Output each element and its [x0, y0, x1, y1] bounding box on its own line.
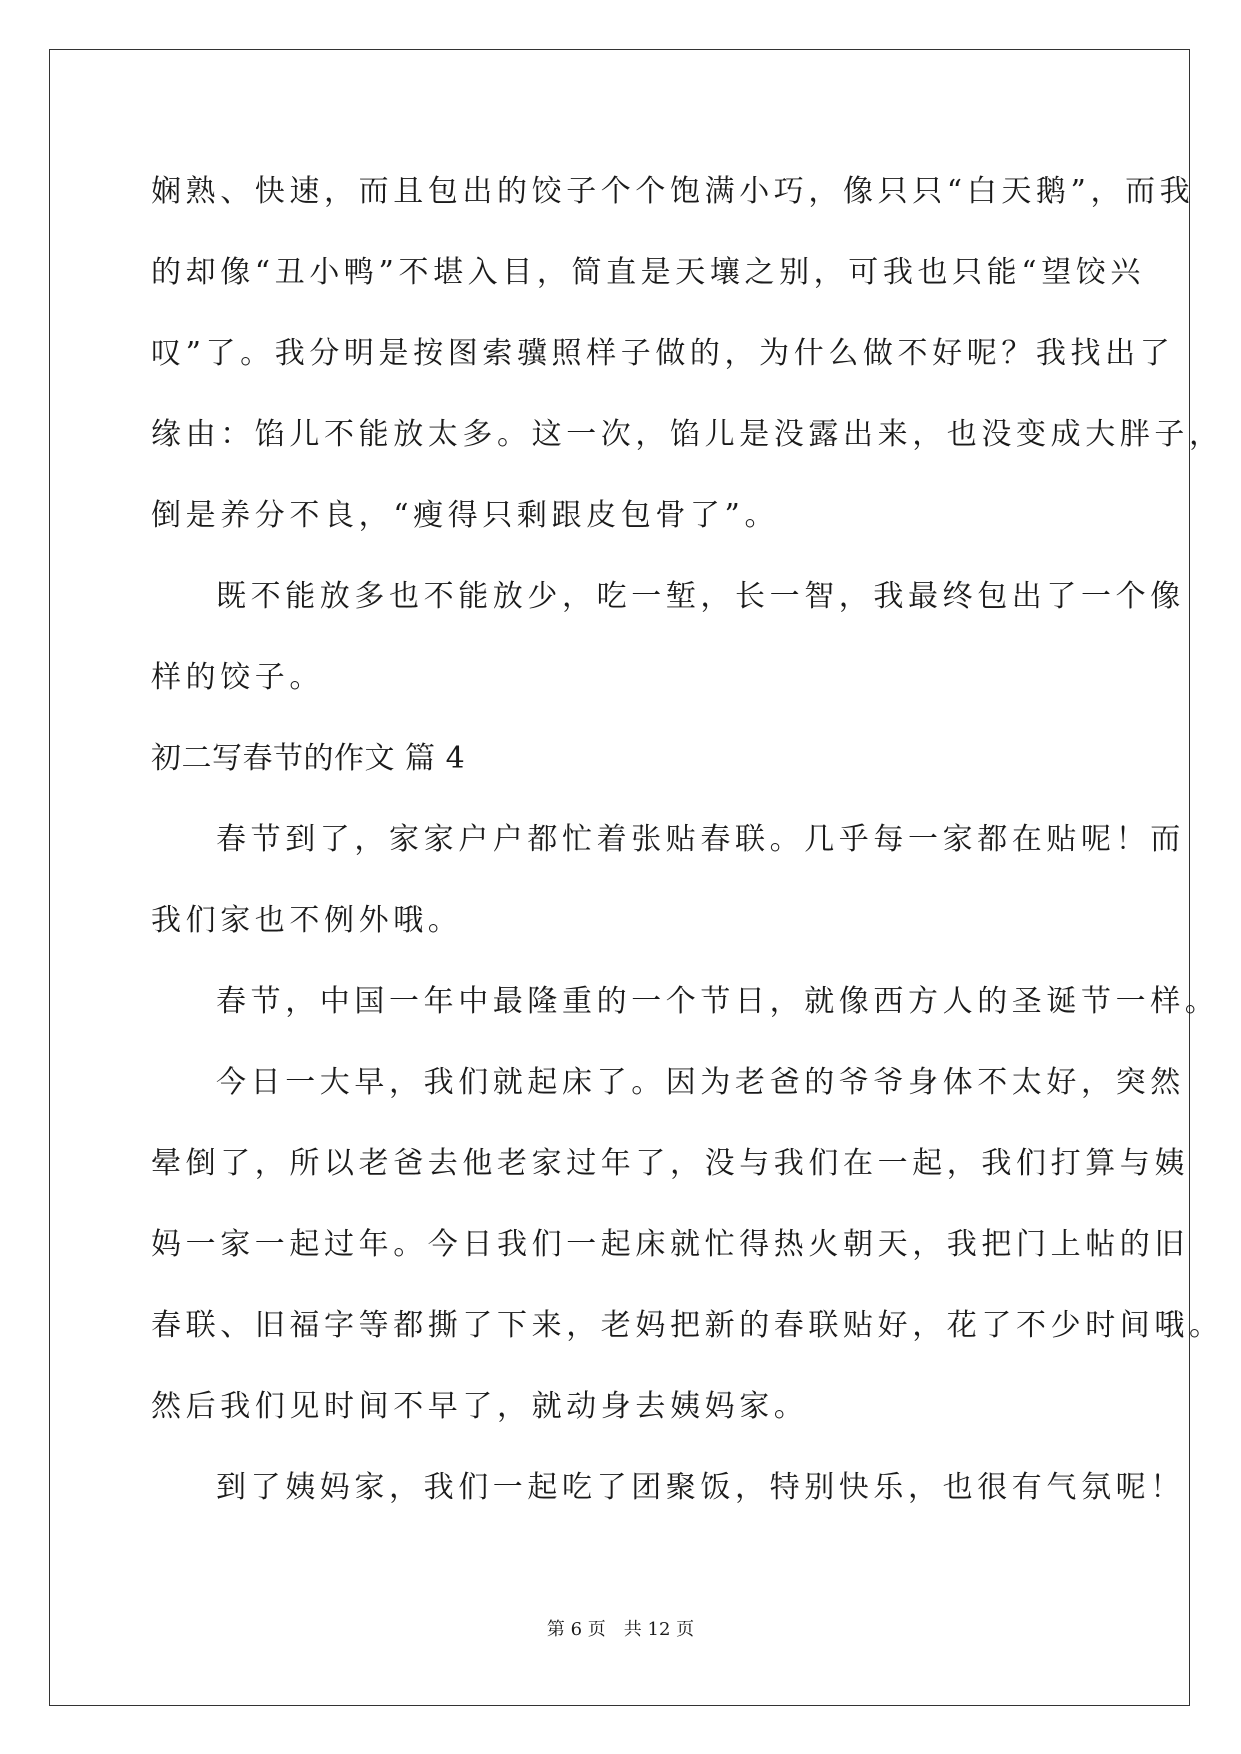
paragraph-start-line: 今日一大早，我们就起床了。因为老爸的爷爷身体不太好，突然 [216, 1065, 1185, 1100]
paragraph-start-line: 既不能放多也不能放少，吃一堑，长一智，我最终包出了一个像 [216, 579, 1185, 614]
text-line: 娴熟、快速，而且包出的饺子个个饱满小巧，像只只“白天鹅”，而我 [151, 174, 1195, 209]
page-number: 第 6 页 [546, 1619, 606, 1640]
section-heading: 初二写春节的作文 篇 4 [151, 741, 466, 776]
paragraph-start-line: 春节到了，家家户户都忙着张贴春联。几乎每一家都在贴呢！而 [216, 822, 1185, 857]
text-line: 缘由：馅儿不能放太多。这一次，馅儿是没露出来，也没变成大胖子， [151, 417, 1224, 452]
text-line: 样的饺子。 [151, 660, 324, 695]
text-line: 的却像“丑小鸭”不堪入目，简直是天壤之别，可我也只能“望饺兴 [151, 255, 1146, 290]
page-footer [0, 1618, 1241, 1642]
paragraph-start-line: 到了姨妈家，我们一起吃了团聚饭，特别快乐，也很有气氛呢！ [216, 1470, 1185, 1505]
text-line: 然后我们见时间不早了，就动身去姨妈家。 [151, 1389, 809, 1424]
text-line: 叹”了。我分明是按图索骥照样子做的，为什么做不好呢？我找出了 [151, 336, 1175, 371]
text-line: 春联、旧福字等都撕了下来，老妈把新的春联贴好，花了不少时间哦。 [151, 1308, 1224, 1343]
text-line: 我们家也不例外哦。 [151, 903, 463, 938]
text-line: 晕倒了，所以老爸去他老家过年了，没与我们在一起，我们打算与姨 [151, 1146, 1189, 1181]
page-total: 共 12 页 [623, 1619, 695, 1640]
text-line: 倒是养分不良，“瘦得只剩跟皮包骨了”。 [151, 498, 780, 533]
paragraph-start-line: 春节，中国一年中最隆重的一个节日，就像西方人的圣诞节一样。 [216, 984, 1220, 1019]
document-body [151, 162, 1224, 1539]
text-line: 妈一家一起过年。今日我们一起床就忙得热火朝天，我把门上帖的旧 [151, 1227, 1189, 1262]
